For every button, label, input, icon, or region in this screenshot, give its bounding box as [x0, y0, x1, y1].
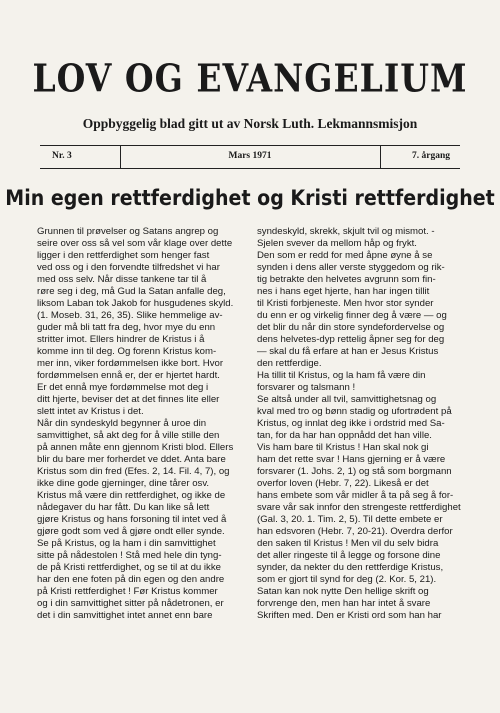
text-line: gjøre godt som ved å gjøre ondt eller synde.	[37, 526, 225, 537]
masthead-title: LOV OG EVANGELIUM	[32, 56, 468, 101]
text-line: det i din samvittighet intet annet enn bare	[37, 610, 213, 621]
text-line: Ha tillit til Kristus, og la ham få være din	[257, 370, 426, 381]
text-line: seire over oss så vel som vår klage over dette	[37, 238, 233, 249]
text-line: syndeskyld, skrekk, skjult tvil og mismot. -	[257, 226, 435, 237]
text-line: stritter imot. Ellers hindrer de Kristus i å	[37, 334, 205, 345]
text-line: det aller ringeste til å legge og forsone dine	[257, 550, 441, 561]
text-line: ligger i den rettferdighet som henger fast	[37, 250, 210, 261]
text-line: gjøre Kristus og hans forsoning til intet ved å	[37, 514, 227, 525]
text-line: Den som er redd for med åpne øyne å se	[257, 250, 433, 261]
masthead-subtitle: Oppbyggelig blad gitt ut av Norsk Luth. Lekmannsmisjon	[82, 116, 418, 131]
text-line: ham det rette svar ! Hans gjerning er å være	[257, 454, 446, 465]
text-line: han edsvoren (Hebr. 7, 20-21). Overdra derfor	[257, 526, 453, 537]
text-line: den saken til Kristus ! Men vil du selv bidra	[257, 538, 439, 549]
text-line: nes i hans eget hjerte, han har ingen tillit	[257, 286, 430, 297]
article-right-column	[257, 226, 471, 622]
text-line: med oss selv. Når disse tankene tar til å	[37, 274, 207, 285]
text-line: synden i dens aller verste styggedom og rik-	[257, 262, 445, 273]
text-line: komme inn til deg. Og forenn Kristus kom-	[37, 346, 217, 357]
article-headline: Min egen rettferdighet og Kristi rettferdighet	[5, 186, 495, 211]
text-line: du enn er og virkelig finner deg å være — og	[257, 310, 447, 321]
text-line: guder må bli tatt fra deg, hvor mye du enn	[37, 322, 216, 333]
text-line: Grunnen til prøvelser og Satans angrep og	[37, 226, 219, 237]
text-line: det blir du når din store syndefordervelse og	[257, 322, 445, 333]
text-line: på Kristi rettferdighet ! Før Kristus kommer	[37, 586, 218, 597]
text-line: Kristus må være din rettferdighet, og ikke de	[37, 490, 226, 501]
text-line: til Kristi forbjeneste. Men hvor stor synder	[257, 298, 434, 309]
text-line: samvittighet, så akt deg for å ville stille den	[37, 430, 220, 441]
text-line: sitte på nådestolen ! Stå med hele din tyng-	[37, 550, 222, 561]
text-line: hans embete som vår midler å ta på seg å for-	[257, 490, 454, 501]
text-line: ditt hjerte, beviser det at det finnes lite eller	[37, 394, 220, 405]
text-line: Satan kan nok nytte Den hellige skrift og	[257, 586, 429, 597]
text-line: Når din syndeskyld begynner å uroe din	[37, 418, 207, 429]
text-line: nådegaver du har fått. Du kan like så lett	[37, 502, 210, 513]
text-line: dens helvetes-dyp rettelig åpner seg for deg	[257, 334, 445, 345]
text-line: har den ene foten på din egen og den andre	[37, 574, 225, 585]
issue-divider-right	[380, 146, 381, 168]
text-line: ikke dine gode gjerninger, dine tårer osv.	[37, 478, 210, 489]
issue-number: Nr. 3	[52, 151, 72, 161]
text-line: på annen måte enn gjennom Kristi blod. Ellers	[37, 442, 234, 453]
text-line: som er gjort til synd for deg (2. Kor. 5, 21).	[257, 574, 437, 585]
text-line: Er det ennå mye fordømmelse mot deg i	[37, 382, 209, 393]
text-line: forsvarer og talsmann !	[257, 382, 356, 393]
text-line: Kristus som din fred (Efes. 2, 14. Fil. 4, 7), og	[37, 466, 230, 477]
text-line: forvrenge den, men han har intet å svare	[257, 598, 431, 609]
text-line: slett intet av Kristus i det.	[37, 406, 144, 417]
issue-info-bar	[40, 145, 460, 169]
text-line: svare vår sak innfor den strengeste rettferdighet	[257, 502, 461, 513]
text-line: kval med tro og bønn stadig og ufortrødent på	[257, 406, 452, 417]
text-line: blir du bare mer forherdet ve ddet. Anta bare	[37, 454, 226, 465]
text-line: de på Kristi rettferdighet, og se til at du ikke	[37, 562, 221, 573]
text-line: og i din samvittighet sitter på nådetronen, er	[37, 598, 224, 609]
issue-volume: 7. årgang	[412, 151, 450, 161]
text-line: (1. Moseb. 31, 26, 35). Slike hemmelige av-	[37, 310, 223, 321]
text-line: liksom Laban tok Jakob for husgudenes skyld.	[37, 298, 234, 309]
text-line: Se altså under all tvil, samvittighetsnag og	[257, 394, 437, 405]
text-line: tig betrakte den helvetes avgrunn som fin-	[257, 274, 436, 285]
issue-date: Mars 1971	[228, 151, 272, 161]
text-line: røre seg i deg, må Gud la Satan anfalle deg,	[37, 286, 226, 297]
text-line: Skriften med. Den er Kristi ord som han har	[257, 610, 442, 621]
text-line: (Gal. 3, 20. 1. Tim. 2, 5). Til dette embete er	[257, 514, 443, 525]
text-line: tan, for da har han oppnådd det han ville.	[257, 430, 432, 441]
article-left-column	[37, 226, 251, 622]
text-line: synder, da nekter du den rettferdige Kristus,	[257, 562, 444, 573]
text-line: Se på Kristus, og la ham i din samvittighet	[37, 538, 216, 549]
text-line: Kristus, og innlat deg ikke i ordstrid med Sa-	[257, 418, 445, 429]
text-line: Sjelen svever da mellom håp og frykt.	[257, 238, 417, 249]
text-line: fordømmelsen ennå er, der er hjertet hardt.	[37, 370, 220, 381]
text-line: — skal du få erfare at han er Jesus Kristus	[257, 346, 439, 357]
text-line: ved oss og i den forvendte tilfredshet vi har	[37, 262, 220, 273]
text-line: den rettferdige.	[257, 358, 322, 369]
text-line: overfor loven (Hebr. 7, 22). Likeså er det	[257, 478, 429, 489]
text-line: forsvarer (1. Johs. 2, 1) og stå som borgmann	[257, 466, 452, 477]
text-line: Vis ham bare til Kristus ! Han skal nok gi	[257, 442, 429, 453]
text-line: mer inn, viker fordømmelsen ikke bort. Hvor	[37, 358, 224, 369]
